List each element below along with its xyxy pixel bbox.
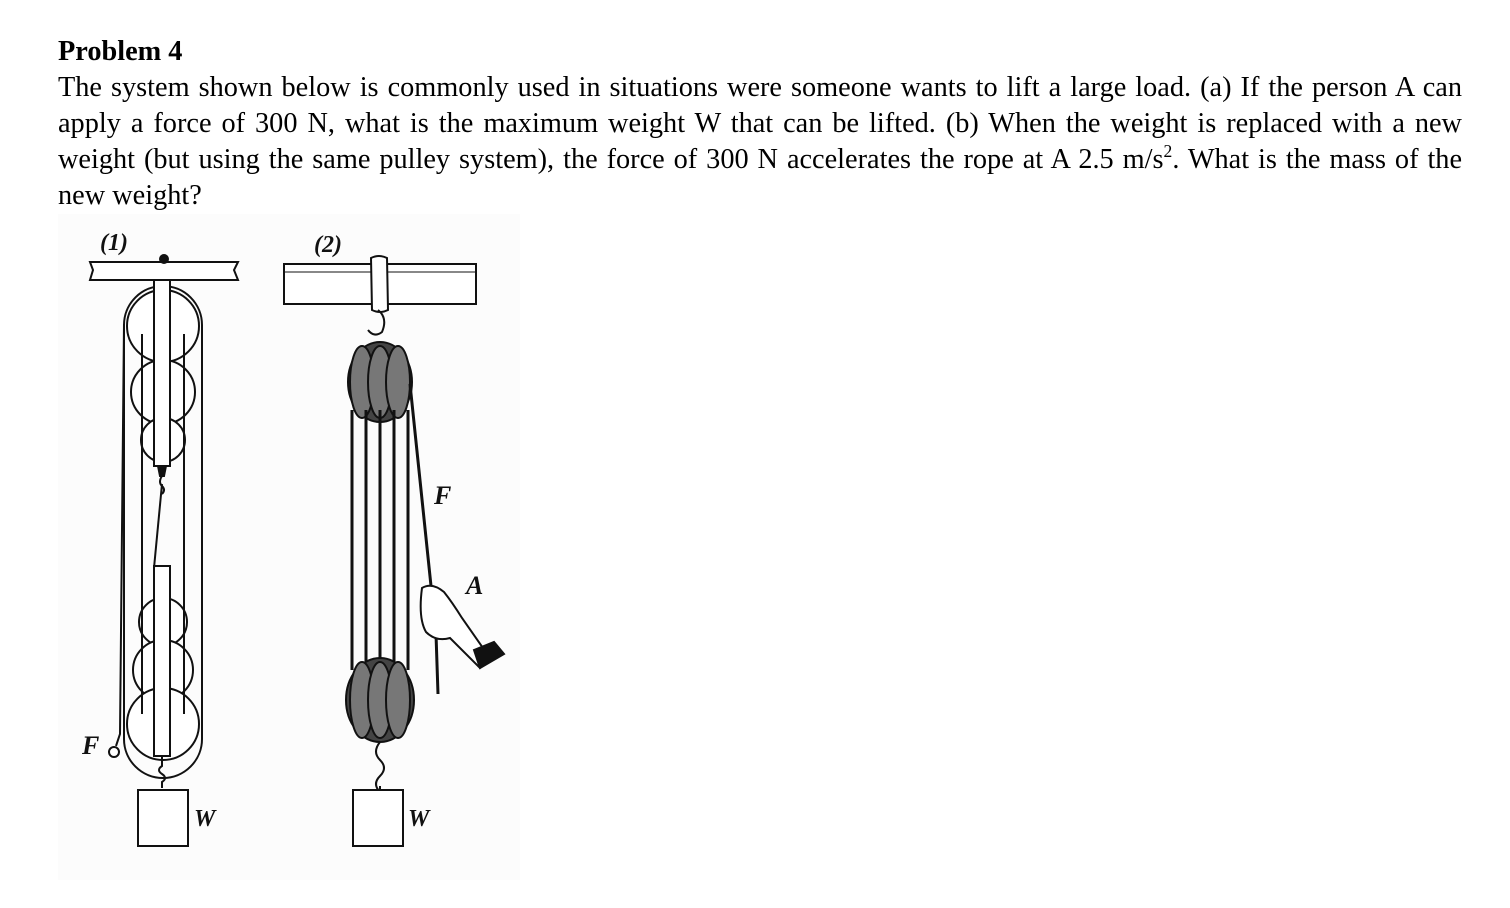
pulley-illustration	[58, 214, 520, 880]
label-person-a: A	[466, 571, 484, 600]
problem-title: Problem 4	[58, 36, 183, 67]
weight-block-1	[138, 790, 188, 846]
label-system-1: (1)	[100, 230, 128, 256]
label-weight-1: W	[194, 806, 216, 832]
problem-text-main: The system shown below is commonly used in situations were someone wants to lift a large load. (a) If the person A can apply a force of 300 N, what is the maximum weight W that can be lifted. (b) When the weight is replaced with a new weight (but using the same pulley system), the force of 300 N accelerates the rope at A 2.5 m/s	[58, 72, 1462, 175]
label-force-2: F	[434, 481, 452, 510]
label-system-2: (2)	[314, 232, 342, 258]
exponent: 2	[1163, 141, 1173, 162]
problem-text-end: . What is the mass of the new weight?	[58, 144, 1463, 211]
pulley-figure	[58, 214, 520, 880]
ceiling-beam-1	[90, 262, 238, 280]
label-weight-2: W	[408, 806, 430, 832]
weight-block-2	[353, 790, 403, 846]
label-force-1: F	[82, 731, 100, 760]
problem-statement	[58, 70, 1462, 214]
problem-block	[58, 34, 1462, 214]
